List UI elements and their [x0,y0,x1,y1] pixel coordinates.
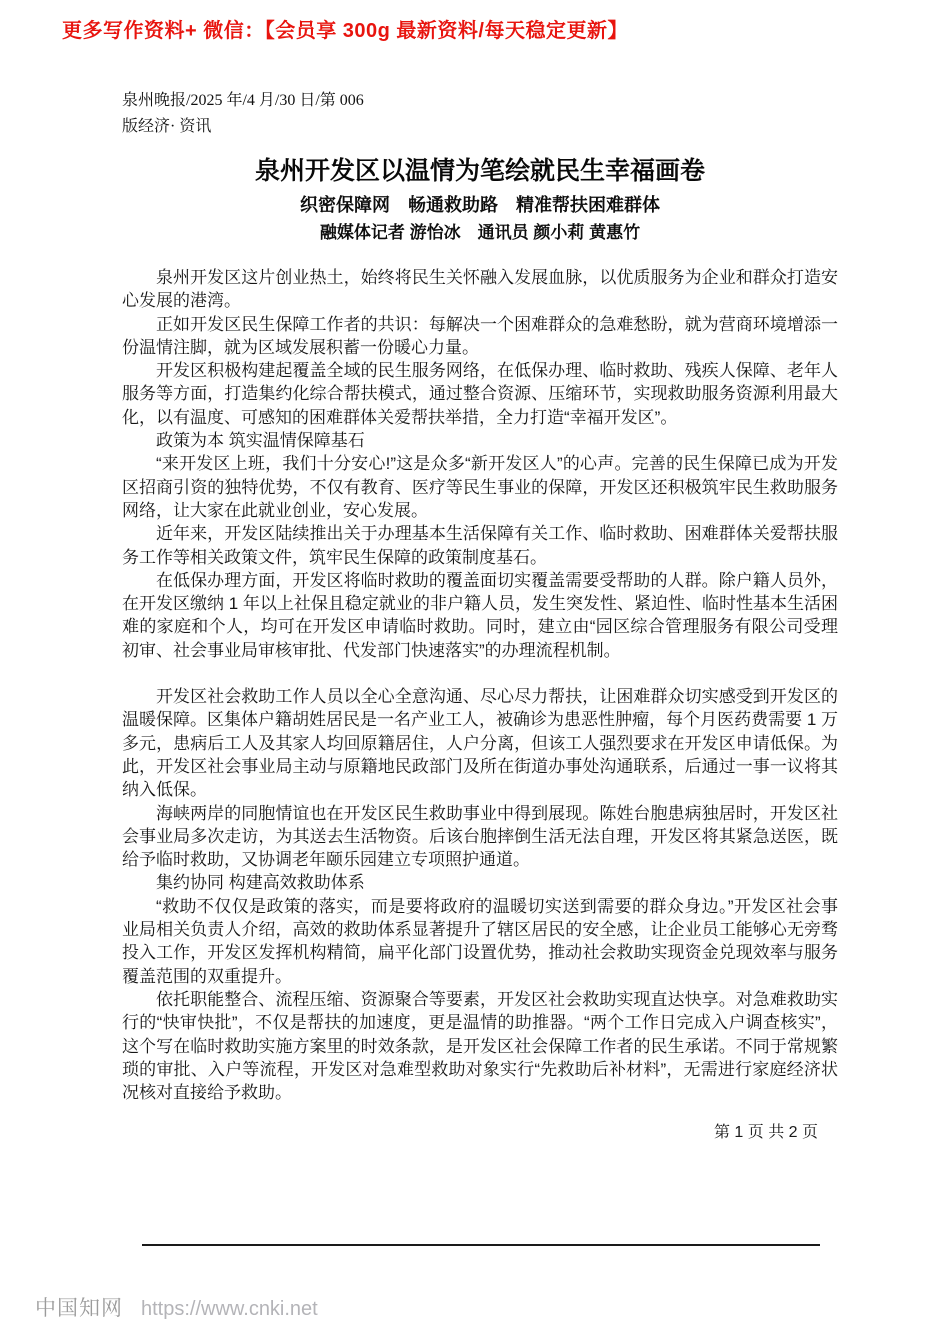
article-paragraph: 开发区积极构建起覆盖全域的民生服务网络，在低保办理、临时救助、残疾人保障、老年人服务等方面，打造集约化综合帮扶模式，通过整合资源、压缩环节，实现救助服务资源利用最大化，以有温度、可感知的困难群体关爱帮扶举措，全力打造“幸福开发区”。 [122,361,838,427]
article-paragraph: “来开发区上班，我们十分安心!”这是众多“新开发区人”的心声。完善的民生保障已成为开发区招商引资的独特优势，不仅有教育、医疗等民生事业的保障，开发区还积极筑牢民生救助服务网络，让大家在此就业创业，安心发展。 [122,454,838,520]
article-subtitle: 织密保障网 畅通救助路 精准帮扶困难群体 [300,195,660,215]
cnki-watermark [35,1292,318,1322]
article-paragraph: 近年来，开发区陆续推出关于办理基本生活保障有关工作、临时救助、困难群体关爱帮扶服务工作等相关政策文件，筑牢民生保障的政策制度基石。 [122,524,838,567]
paragraph-spacer [122,662,838,685]
page-indicator: 第 1 页 共 2 页 [713,1124,818,1142]
article-section-heading: 政策为本 筑实温情保障基石 [156,431,365,451]
article-column [122,88,838,1142]
publication-source-line1: 泉州晚报/2025 年/4 月/30 日/第 006 [122,92,364,109]
article-paragraph: 泉州开发区这片创业热土，始终将民生关怀融入发展血脉，以优质服务为企业和群众打造安心发展的港湾。 [122,268,838,311]
article-body [122,266,838,1104]
article-title: 泉州开发区以温情为笔绘就民生幸福画卷 [254,157,705,185]
article-paragraph: 依托职能整合、流程压缩、资源聚合等要素，开发区社会救助实现直达快享。对急难救助实行的“快审快批”，不仅是帮扶的加速度，更是温情的助推器。“两个工作日完成入户调查核实”，这个写在临时救助实施方案里的时效条款，是开发区社会保障工作者的民生承诺。不同于常规繁琐的审批、入户等流程，开发区对急难型救助对象实行“先救助后补材料”，无需进行家庭经济状况核对直接给予救助。 [122,989,838,1103]
article-byline: 融媒体记者 游怡冰 通讯员 颜小莉 黄惠竹 [319,223,641,242]
cnki-url-text: https://www.cnki.net [141,1298,318,1320]
cnki-brand-text: 中国知网 [35,1297,123,1320]
article-paragraph: 海峡两岸的同胞情谊也在开发区民生救助事业中得到展现。陈姓台胞患病独居时，开发区社会事业局多次走访，为其送去生活物资。后该台胞摔倒生活无法自理，开发区将其紧急送医，既给予临时救助，又协调老年颐乐园建立专项照护通道。 [122,803,838,870]
promo-banner-text: 更多写作资料+ 微信：【会员享 300g 最新资料/每天稳定更新】 [62,20,628,42]
publication-source-line2: 版经济· 资讯 [122,118,212,135]
article-section-heading: 集约协同 构建高效救助体系 [156,873,365,893]
article-paragraph: 开发区社会救助工作人员以全心全意沟通、尽心尽力帮扶，让困难群众切实感受到开发区的温暖保障。区集体户籍胡姓居民是一名产业工人，被确诊为患恶性肿瘤，每个月医药费需要 1 万多元，患病后工人及其家人均回原籍居住，人户分离，但该工人强烈要求在开发区申请低保。为此，开发区社会事业局主动与原籍地民政部门及所在街道办事处沟通联系，后通过一事一议将其纳入低保。 [122,687,838,800]
publication-source [122,88,838,140]
article-paragraph: “救助不仅仅是政策的落实，而是要将政府的温暖切实送到需要的群众身边。”开发区社会事业局相关负责人介绍，高效的救助体系显著提升了辖区居民的安全感，让企业员工能够心无旁骛投入工作，开发区发挥机构精简，扁平化部门设置优势，推动社会救助实现资金兑现效率与服务覆盖范围的双重提升。 [122,896,838,986]
article-paragraph: 正如开发区民生保障工作者的共识：每解决一个困难群众的急难愁盼，就为营商环境增添一份温情注脚，就为区域发展积蓄一份暖心力量。 [122,314,838,357]
footer-divider-rule [142,1244,820,1246]
article-paragraph: 在低保办理方面，开发区将临时救助的覆盖面切实覆盖需要受帮助的人群。除户籍人员外，在开发区缴纳 1 年以上社保且稳定就业的非户籍人员，发生突发性、紧迫性、临时性基本生活困难的家庭和个人，均可在开发区申请临时救助。同时，建立由“园区综合管理服务有限公司受理初审、社会事业局审核审批、代发部门快速落实”的办理流程机制。 [122,570,838,660]
